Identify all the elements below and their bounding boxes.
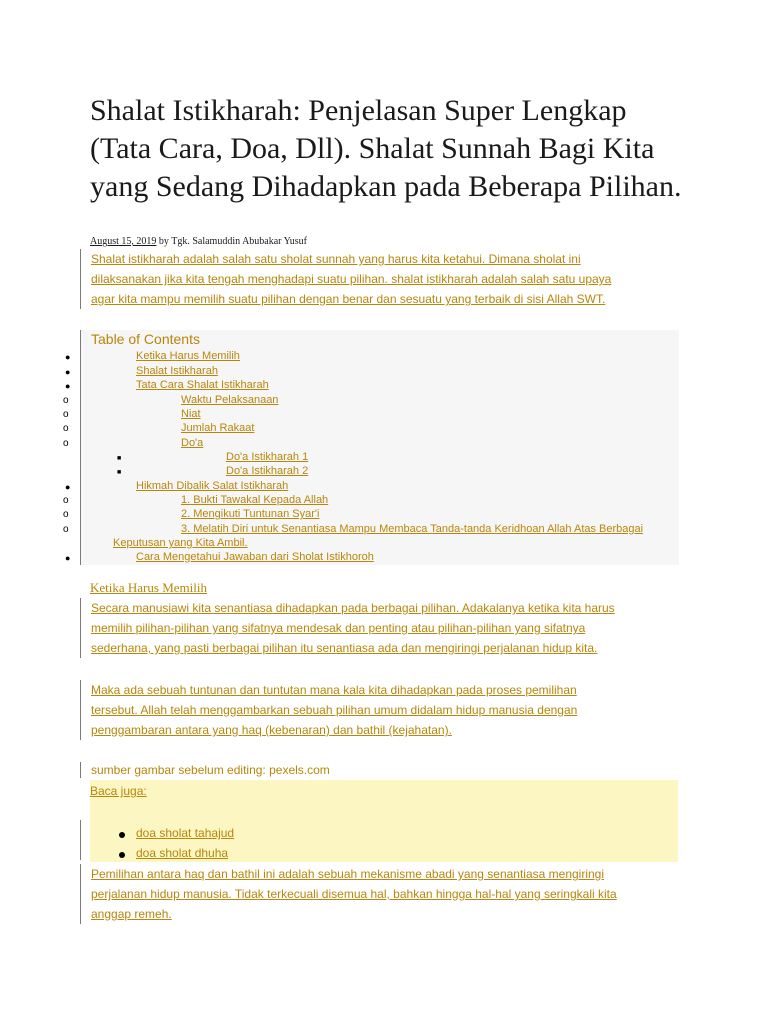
related-posts-label[interactable]: Baca juga: [90, 784, 147, 798]
disc-bullet-icon: ● [65, 367, 71, 377]
toc-link-tata-cara[interactable]: Tata Cara Shalat Istikharah [136, 379, 269, 391]
toc-link-mengikuti-tuntunan[interactable]: 2. Mengikuti Tuntunan Syar'i [181, 508, 320, 520]
disc-bullet-icon: ● [65, 381, 71, 391]
toc-link-niat[interactable]: Niat [181, 408, 201, 420]
related-link-tahajud[interactable]: doa sholat tahajud [136, 826, 235, 840]
intro-paragraph [80, 249, 691, 309]
image-source-caption: sumber gambar sebelum editing: pexels.com [80, 762, 691, 778]
circle-bullet-icon: o [63, 495, 69, 506]
toc-link-doa-istikharah-1[interactable]: Do'a Istikharah 1 [226, 451, 309, 463]
circle-bullet-icon: o [63, 438, 69, 449]
paragraph-line: Secara manusiawi kita senantiasa dihadapkan pada berbagai pilihan. Adakalanya ketika kita harus [91, 601, 615, 615]
toc-link-doa-istikharah-2[interactable]: Do'a Istikharah 2 [226, 465, 309, 477]
toc-link-cara-mengetahui[interactable]: Cara Mengetahui Jawaban dari Sholat Istikhoroh [136, 551, 374, 563]
circle-bullet-icon: o [63, 409, 69, 420]
article-title: Shalat Istikharah: Penjelasan Super Lengkap (Tata Cara, Doa, Dll). Shalat Sunnah Bagi Kita yang Sedang Dihadapkan pada Beberapa Pilihan. [90, 94, 682, 203]
byline [90, 236, 307, 247]
toc-link-bukti-tawakal[interactable]: 1. Bukti Tawakal Kepada Allah [181, 494, 329, 506]
circle-bullet-icon: o [63, 509, 69, 520]
disc-bullet-icon: ● [65, 553, 71, 563]
related-posts-box [90, 780, 678, 862]
disc-bullet-icon [119, 852, 125, 858]
toc-link-melatih-diri-cont[interactable]: Keputusan yang Kita Ambil. [113, 537, 248, 549]
table-of-contents [63, 330, 679, 565]
toc-link-hikmah[interactable]: Hikmah Dibalik Salat Istikharah [136, 480, 289, 492]
paragraph-line: anggap remeh. [91, 907, 172, 921]
intro-line: dilaksanakan jika kita tengah menghadapi suatu pilihan. shalat istikharah adalah salah satu upaya [91, 272, 612, 286]
paragraph-line: Pemilihan antara haq dan bathil ini adalah sebuah mekanisme abadi yang senantiasa mengiringi [91, 867, 605, 881]
toc-link-waktu-pelaksanaan[interactable]: Waktu Pelaksanaan [181, 394, 279, 406]
disc-bullet-icon: ● [65, 482, 71, 492]
toc-link-doa[interactable]: Do'a [181, 437, 204, 449]
paragraph-line: memilih pilihan-pilihan yang sifatnya mendesak dan penting atau pilihan-pilihan yang sifatnya [91, 621, 586, 635]
square-bullet-icon: ■ [117, 455, 122, 462]
intro-line: agar kita mampu memilih suatu pilihan dengan benar dan sesuatu yang terbaik di sisi Allah SWT. [91, 292, 606, 306]
circle-bullet-icon: o [63, 423, 69, 434]
related-link-dhuha[interactable]: doa sholat dhuha [136, 846, 229, 860]
section-paragraph-3 [80, 864, 691, 924]
intro-line: Shalat istikharah adalah salah satu sholat sunnah yang harus kita ketahui. Dimana sholat ini [91, 252, 581, 266]
disc-bullet-icon [119, 832, 125, 838]
author-name: Tgk. Salamuddin Abubakar Yusuf [171, 236, 307, 247]
quote-border [80, 820, 81, 860]
section-heading-link[interactable]: Ketika Harus Memilih [90, 580, 207, 595]
toc-link-melatih-diri[interactable]: 3. Melatih Diri untuk Senantiasa Mampu Membaca Tanda-tanda Keridhoan Allah Atas Berbagai [181, 523, 644, 535]
paragraph-line: Maka ada sebuah tuntunan dan tuntutan mana kala kita dihadapkan pada proses pemilihan [91, 683, 577, 697]
circle-bullet-icon: o [63, 395, 69, 406]
circle-bullet-icon: o [63, 524, 69, 535]
toc-link-ketika-harus-memilih[interactable]: Ketika Harus Memilih [136, 350, 240, 362]
toc-link-jumlah-rakaat[interactable]: Jumlah Rakaat [181, 422, 255, 434]
post-date-link[interactable]: August 15, 2019 [90, 236, 157, 247]
toc-title: Table of Contents [91, 331, 200, 347]
disc-bullet-icon: ● [65, 352, 71, 362]
paragraph-line: tersebut. Allah telah menggambarkan sebuah pilihan umum didalam hidup manusia dengan [91, 703, 578, 717]
byline-by: by [156, 236, 172, 247]
toc-link-shalat-istikharah[interactable]: Shalat Istikharah [136, 365, 218, 377]
paragraph-line: penggambaran antara yang haq (kebenaran) dan bathil (kejahatan). [91, 723, 452, 737]
section-paragraph-1 [80, 598, 691, 658]
paragraph-line: perjalanan hidup manusia. Tidak terkecuali disemua hal, bahkan hingga hal-hal yang seringkali kita [91, 887, 617, 901]
paragraph-line: sederhana, yang pasti berbagai pilihan itu senantiasa ada dan mengiringi perjalanan hidup kita. [91, 641, 598, 655]
section-paragraph-2 [80, 680, 691, 740]
square-bullet-icon: ■ [117, 469, 122, 476]
